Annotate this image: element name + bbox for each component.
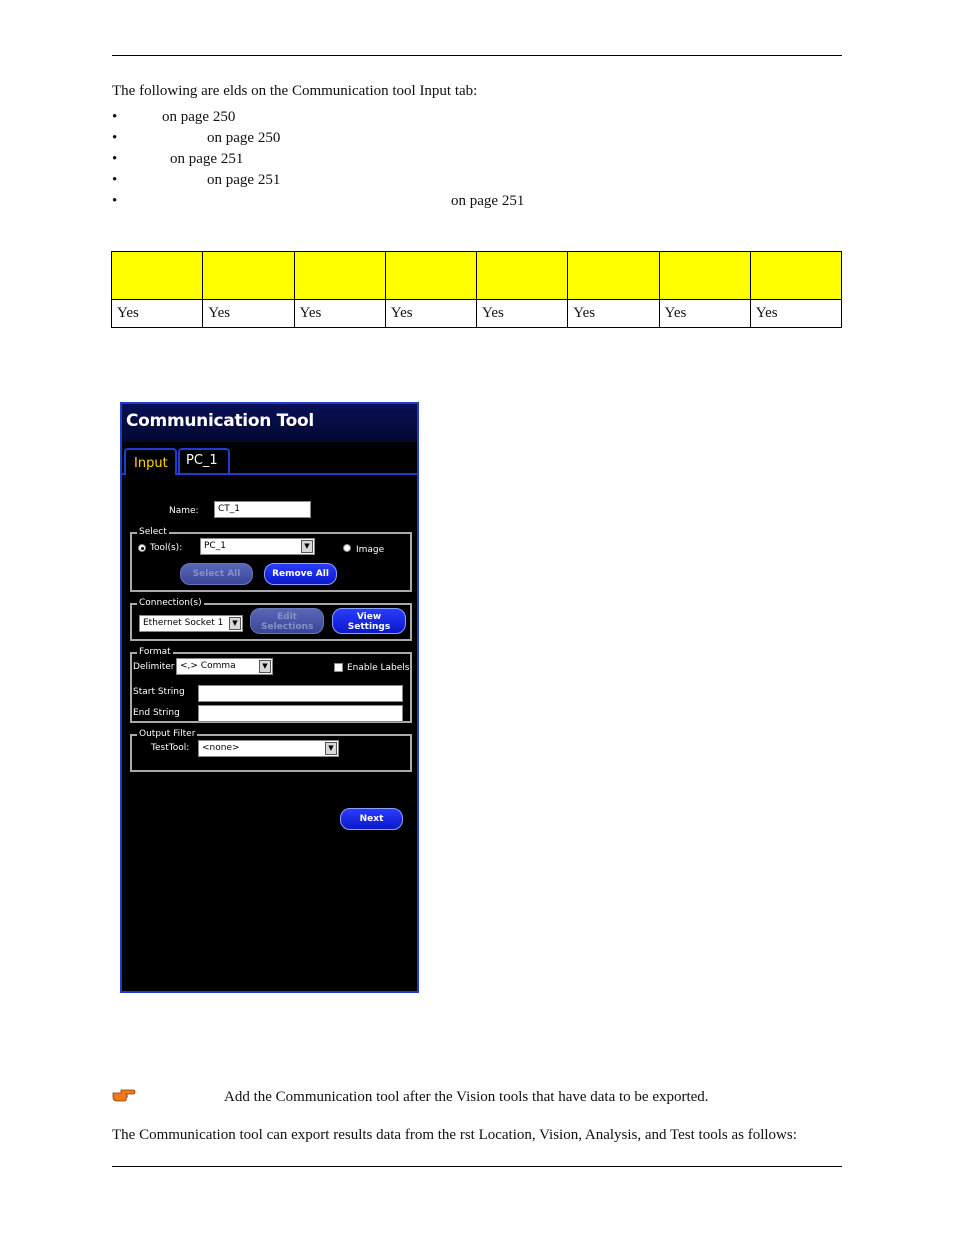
chevron-down-icon: ▼ [325, 742, 337, 755]
enable-labels-label: Enable Labels [347, 663, 410, 673]
image-radio[interactable] [343, 544, 351, 552]
table-cell: Yes [112, 300, 203, 328]
tab-pc-1[interactable]: PC_1 [178, 448, 230, 473]
format-group-legend: Format [139, 647, 171, 657]
closing-paragraph: The Communication tool can export results data from the rst Location, Vision, Analysis, and Test tools as follows: [112, 1127, 797, 1143]
table-header-cell [385, 252, 476, 300]
communication-tool-panel [120, 402, 419, 993]
table-header-cell [477, 252, 568, 300]
table-header-cell [659, 252, 750, 300]
table-cell: Yes [750, 300, 841, 328]
table-cell: Yes [477, 300, 568, 328]
testtool-label: TestTool: [151, 743, 190, 753]
enable-labels-checkbox[interactable] [334, 663, 343, 672]
select-all-button[interactable]: Select All [180, 563, 253, 585]
table-header-row [112, 252, 842, 300]
table-cell: Yes [385, 300, 476, 328]
table-header-cell [203, 252, 294, 300]
tools-radio[interactable] [138, 544, 146, 552]
table-header-cell [294, 252, 385, 300]
testtool-dropdown-value: <none> [202, 743, 240, 753]
panel-title: Communication Tool [126, 411, 314, 431]
table-cell: Yes [294, 300, 385, 328]
panel-titlebar [122, 404, 417, 442]
connection-dropdown-value: Ethernet Socket 1 [143, 618, 224, 628]
intro-paragraph: The following are elds on the Communication tool Input tab: [112, 83, 478, 99]
note-text: Add the Communication tool after the Vision tools that have data to be exported. [224, 1089, 709, 1105]
end-string-label: End String [133, 708, 180, 718]
output-filter-group-legend: Output Filter [139, 729, 196, 739]
start-string-label: Start String [133, 687, 185, 697]
tools-dropdown-value: PC_1 [204, 541, 226, 551]
remove-all-button[interactable]: Remove All [264, 563, 337, 585]
testtool-dropdown[interactable] [198, 740, 339, 757]
tab-input[interactable]: Input [124, 448, 177, 475]
bullet-page-ref[interactable]: on page 251 [451, 193, 525, 209]
tools-dropdown[interactable] [200, 538, 315, 555]
view-settings-button[interactable]: View Settings [332, 608, 406, 634]
edit-selections-button[interactable]: Edit Selections [250, 608, 324, 634]
name-field[interactable]: CT_1 [214, 501, 311, 518]
connections-group-legend: Connection(s) [139, 598, 202, 608]
table-row [112, 300, 842, 328]
next-button[interactable]: Next [340, 808, 403, 830]
table-header-cell [750, 252, 841, 300]
compatibility-table [111, 251, 842, 328]
chevron-down-icon: ▼ [301, 540, 313, 553]
bullet-page-ref[interactable]: on page 251 [170, 151, 244, 167]
connection-dropdown[interactable] [139, 615, 243, 632]
bullet-page-ref[interactable]: on page 251 [207, 172, 281, 188]
end-string-field[interactable] [198, 705, 403, 722]
bottom-rule [112, 1166, 842, 1167]
tools-label: Tool(s): [150, 543, 183, 553]
table-cell: Yes [568, 300, 659, 328]
table-cell: Yes [203, 300, 294, 328]
table-header-cell [112, 252, 203, 300]
select-group-legend: Select [139, 527, 167, 537]
delimiter-label: Delimiter [133, 662, 175, 672]
table-header-cell [568, 252, 659, 300]
bullet-page-ref[interactable]: on page 250 [207, 130, 281, 146]
pointing-hand-icon [112, 1087, 136, 1103]
top-rule [112, 55, 842, 56]
bullet-page-ref[interactable]: on page 250 [162, 109, 236, 125]
table-cell: Yes [659, 300, 750, 328]
chevron-down-icon: ▼ [259, 660, 271, 673]
chevron-down-icon: ▼ [229, 617, 241, 630]
name-label: Name: [169, 506, 199, 516]
start-string-field[interactable] [198, 685, 403, 702]
image-label: Image [356, 545, 385, 555]
delimiter-dropdown-value: <,> Comma [180, 661, 236, 671]
delimiter-dropdown[interactable] [176, 658, 273, 675]
